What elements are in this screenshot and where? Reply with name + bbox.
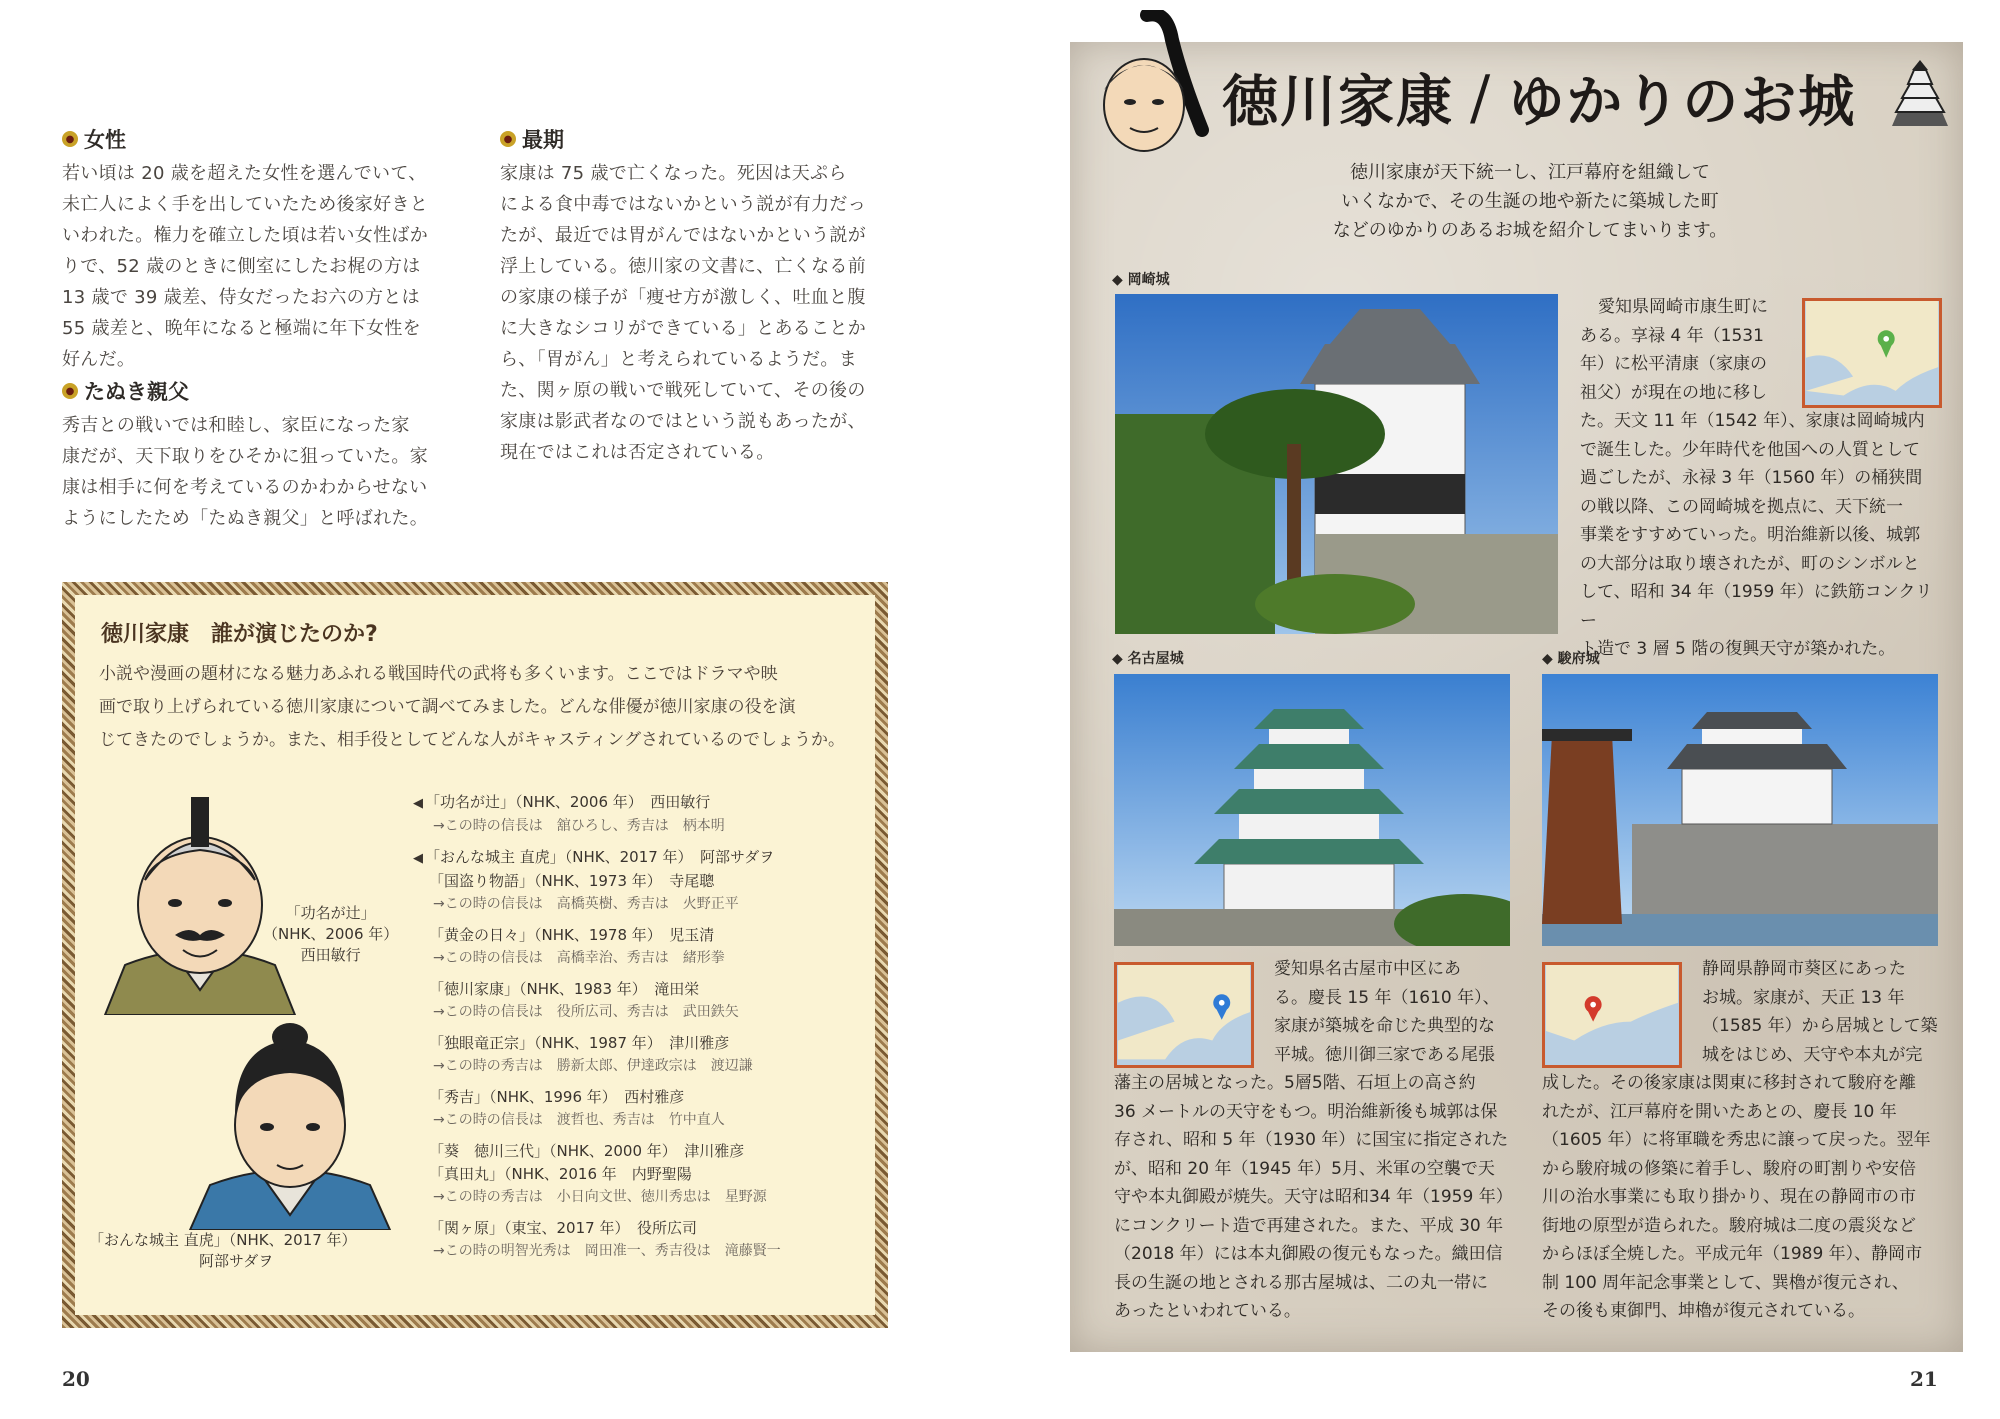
title-sub: ゆかりのお城 bbox=[1508, 70, 1857, 135]
caption-line: 「功名が辻」 bbox=[285, 904, 376, 922]
text-line: 成した。その後家康は関東に移封されて駿府を離 bbox=[1542, 1073, 1916, 1093]
castle-icon bbox=[1882, 56, 1958, 132]
heading-text: 最期 bbox=[522, 128, 564, 152]
text-line: 家康は影武者なのではという説もあったが、 bbox=[500, 411, 866, 432]
cast-sub: →この時の信長は 舘ひろし、秀吉は 柄本明 bbox=[433, 818, 725, 834]
text-line: た。天文 11 年（1542 年）、家康は岡崎城内 bbox=[1580, 411, 1925, 431]
text-line: あったといわれている。 bbox=[1114, 1301, 1301, 1321]
nagoya-castle-photo bbox=[1114, 674, 1510, 946]
intro-line: 画で取り上げられている徳川家康について調べてみました。どんな俳優が徳川家康の役を演 bbox=[99, 697, 796, 717]
text-line: 長の生誕の地とされる那古屋城は、二の丸一帯に bbox=[1114, 1272, 1488, 1293]
caption-nishida bbox=[263, 903, 398, 966]
text-line: ある。享禄 4 年（1531 bbox=[1580, 325, 1764, 346]
cast-item bbox=[413, 791, 853, 838]
cast-sub: →この時の信長は 役所広司、秀吉は 武田鉄矢 bbox=[433, 1004, 739, 1020]
column-inner bbox=[75, 595, 875, 1315]
sunpu-castle-photo bbox=[1542, 674, 1938, 946]
page-number: 20 bbox=[62, 1367, 90, 1391]
text-line: にコンクリート造で再建された。また、平成 30 年 bbox=[1114, 1215, 1504, 1236]
section-heading bbox=[500, 124, 900, 154]
cast-item bbox=[413, 924, 853, 970]
text-line: 過ごしたが、永禄 3 年（1560 年）の桶狭間 bbox=[1580, 468, 1923, 488]
text-line: 街地の原型が造られた。駿府城は二度の震災など bbox=[1542, 1215, 1916, 1236]
cast-main: 「おんな城主 直虎」（NHK、2017 年） 阿部サダヲ bbox=[425, 848, 775, 866]
cast-main: 「秀吉」（NHK、1996 年） 西村雅彦 bbox=[429, 1088, 685, 1106]
okazaki-castle-photo bbox=[1115, 294, 1558, 634]
bullet-icon: ● bbox=[62, 131, 78, 147]
caption-line: 阿部サダヲ bbox=[199, 1252, 274, 1270]
text-line: で誕生した。少年時代を他国への人質として bbox=[1580, 439, 1920, 460]
text-line: 藩主の居城となった。5層5階、石垣上の高さ約 bbox=[1114, 1073, 1476, 1093]
text-line: 守や本丸御殿が焼失。天守は昭和34 年（1959 年） bbox=[1114, 1187, 1513, 1207]
section-death bbox=[500, 124, 900, 468]
cast-item bbox=[413, 978, 853, 1024]
nagoya-label: ◆ 名古屋城 bbox=[1112, 651, 1184, 667]
text-line: 静岡県静岡市葵区にあった bbox=[1702, 959, 1906, 979]
cast-main: 「独眼竜正宗」（NHK、1987 年） 津川雅彦 bbox=[429, 1034, 730, 1052]
ieyasu-portrait-icon bbox=[1092, 10, 1212, 160]
intro-line: 小説や漫画の題材になる魅力あふれる戦国時代の武将も多くいます。ここではドラマや映 bbox=[99, 664, 778, 684]
bullet-icon: ● bbox=[62, 383, 78, 399]
portrait-abe-icon bbox=[185, 1015, 395, 1230]
text-line: 若い頃は 20 歳を超えた女性を選んでいて、 bbox=[62, 163, 427, 184]
heading-text: 女性 bbox=[84, 128, 126, 152]
text-line: たが、最近では胃がんではないかという説が bbox=[500, 225, 866, 246]
column-title: 徳川家康 誰が演じたのか? bbox=[101, 622, 378, 647]
text-line: 祖父）が現在の地に移し bbox=[1580, 382, 1767, 403]
text-line: 秀吉との戦いでは和睦し、家臣になった家 bbox=[62, 415, 410, 436]
cast-item bbox=[413, 1086, 853, 1132]
cast-main: 「真田丸」（NHK、2016 年 内野聖陽 bbox=[429, 1165, 692, 1183]
cast-item bbox=[413, 1217, 853, 1263]
text-line: お城。家康が、天正 13 年 bbox=[1702, 987, 1905, 1008]
right-title bbox=[1222, 58, 1856, 138]
cast-item bbox=[413, 846, 853, 870]
title-main: 徳川家康 bbox=[1222, 69, 1454, 135]
caption-line: 「おんな城主 直虎」（NHK、2017 年） bbox=[89, 1231, 357, 1249]
section-body bbox=[500, 158, 900, 468]
text-line: 好んだ。 bbox=[62, 349, 136, 370]
cast-main: 「葵 徳川三代」（NHK、2000 年） 津川雅彦 bbox=[429, 1142, 745, 1160]
heading-text: たぬき親父 bbox=[84, 380, 189, 404]
text-line: 制 100 周年記念事業として、巽櫓が復元され、 bbox=[1542, 1272, 1909, 1293]
text-line: ようにしたため「たぬき親父」と呼ばれた。 bbox=[62, 508, 428, 529]
cast-item bbox=[413, 1140, 853, 1163]
text-line: が、昭和 20 年（1945 年）5月、米軍の空襲で天 bbox=[1114, 1158, 1495, 1179]
text-line: 現在ではこれは否定されている。 bbox=[500, 442, 775, 463]
okazaki-text-top bbox=[1580, 293, 1940, 664]
text-line: いわれた。権力を確立した頃は若い女性ばか bbox=[62, 225, 428, 246]
text-line: の家康の様子が「痩せ方が激しく、吐血と腹 bbox=[500, 287, 866, 308]
sunpu-text bbox=[1542, 955, 1942, 1326]
cast-main: 「関ヶ原」（東宝、2017 年） 役所広司 bbox=[429, 1219, 697, 1237]
title-slash: / bbox=[1470, 63, 1493, 133]
okazaki-label: ◆ 岡崎城 bbox=[1112, 272, 1170, 288]
text-line: りで、52 歳のときに側室にしたお梶の方は bbox=[62, 256, 421, 277]
text-line: 存され、昭和 5 年（1930 年）に国宝に指定された bbox=[1114, 1130, 1509, 1150]
text-line: （2018 年）には本丸御殿の復元もなった。織田信 bbox=[1114, 1244, 1503, 1264]
text-line: からほぼ全焼した。平成元年（1989 年）、静岡市 bbox=[1542, 1244, 1923, 1264]
text-line: る。慶長 15 年（1610 年）、 bbox=[1274, 987, 1500, 1008]
text-line: た、関ヶ原の戦いで戦死していて、その後の bbox=[500, 380, 866, 401]
text-line: に大きなシコリができている」とあることか bbox=[500, 318, 866, 339]
text-line: して、昭和 34 年（1959 年）に鉄筋コンクリー bbox=[1580, 582, 1933, 631]
caption-line: 西田敏行 bbox=[300, 946, 361, 964]
right-intro bbox=[1290, 158, 1770, 245]
cast-list bbox=[413, 791, 853, 1271]
section-heading bbox=[62, 124, 462, 154]
section-body bbox=[62, 410, 462, 534]
text-line: 事業をすすめていった。明治維新以後、城郭 bbox=[1580, 525, 1921, 545]
text-line: 年）に松平清康（家康の bbox=[1580, 354, 1767, 374]
section-tanuki bbox=[62, 376, 462, 534]
caption-abe bbox=[89, 1230, 357, 1272]
column-intro bbox=[99, 658, 851, 757]
cast-sub: →この時の秀吉は 勝新太郎、伊達政宗は 渡辺謙 bbox=[433, 1058, 753, 1074]
text-line: による食中毒ではないかという説が有力だっ bbox=[500, 194, 866, 215]
cast-item bbox=[413, 1032, 853, 1078]
text-line: 愛知県名古屋市中区にあ bbox=[1274, 959, 1461, 979]
triangle-icon: ◀ bbox=[413, 796, 423, 811]
text-line: 城をはじめ、天守や本丸が完 bbox=[1702, 1044, 1923, 1065]
caption-line: （NHK、2006 年） bbox=[263, 925, 399, 943]
cast-sub: →この時の明智光秀は 岡田准一、秀吉役は 滝藤賢一 bbox=[433, 1243, 781, 1259]
text-line: その後も東御門、坤櫓が復元されている。 bbox=[1542, 1301, 1865, 1321]
cast-main: 「功名が辻」（NHK、2006 年） 西田敏行 bbox=[425, 793, 711, 811]
column-box bbox=[62, 582, 888, 1328]
section-body bbox=[62, 158, 462, 375]
text-line: 愛知県岡崎市康生町に bbox=[1598, 297, 1768, 317]
text-line: 浮上している。徳川家の文書に、亡くなる前 bbox=[500, 256, 866, 277]
text-line: 13 歳で 39 歳差、侍女だったお六の方とは bbox=[62, 287, 420, 308]
intro-line: いくなかで、その生誕の地や新たに築城した町 bbox=[1341, 191, 1719, 212]
text-line: の大部分は取り壊されたが、町のシンボルと bbox=[1580, 553, 1920, 574]
cast-sub: →この時の信長は 高橋幸治、秀吉は 緒形拳 bbox=[433, 950, 725, 966]
section-heading bbox=[62, 376, 462, 406]
portrait-nishida-icon bbox=[95, 785, 305, 1015]
cast-sub: →この時の信長は 高橋英樹、秀吉は 火野正平 bbox=[433, 896, 739, 912]
text-line: 55 歳差と、晩年になると極端に年下女性を bbox=[62, 318, 421, 339]
cast-main: 「徳川家康」（NHK、1983 年） 滝田栄 bbox=[429, 980, 700, 998]
text-line: 平城。徳川御三家である尾張 bbox=[1274, 1044, 1495, 1065]
text-line: れたが、江戸幕府を開いたあとの、慶長 10 年 bbox=[1542, 1101, 1897, 1122]
cast-item bbox=[413, 870, 853, 916]
bullet-icon: ● bbox=[500, 131, 516, 147]
cast-item bbox=[413, 1163, 853, 1209]
text-line: 川の治水事業にも取り掛かり、現在の静岡市の市 bbox=[1542, 1187, 1916, 1207]
page-number: 21 bbox=[1910, 1367, 1938, 1391]
nagoya-text bbox=[1114, 955, 1514, 1326]
section-women bbox=[62, 124, 462, 375]
text-line: ト造で 3 層 5 階の復興天守が築かれた。 bbox=[1580, 639, 1896, 659]
text-line: 未亡人によく手を出していたため後家好きと bbox=[62, 194, 428, 215]
intro-line: じてきたのでしょうか。また、相手役としてどんな人がキャスティングされているのでしょうか。 bbox=[99, 730, 845, 750]
text-line: （1605 年）に将軍職を秀忠に譲って戻った。翌年 bbox=[1542, 1130, 1931, 1150]
text-line: 家康は 75 歳で亡くなった。死因は天ぷら bbox=[500, 163, 847, 184]
triangle-icon: ◀ bbox=[413, 851, 423, 866]
cast-main: 「国盗り物語」（NHK、1973 年） 寺尾聰 bbox=[429, 872, 715, 890]
cast-sub: →この時の秀吉は 小日向文世、徳川秀忠は 星野源 bbox=[433, 1189, 767, 1205]
text-line: から駿府城の修築に着手し、駿府の町割りや安倍 bbox=[1542, 1158, 1916, 1179]
cast-sub: →この時の信長は 渡哲也、秀吉は 竹中直人 bbox=[433, 1112, 725, 1128]
intro-line: 徳川家康が天下統一し、江戸幕府を組織して bbox=[1350, 162, 1710, 183]
cast-main: 「黄金の日々」（NHK、1978 年） 児玉清 bbox=[429, 926, 715, 944]
text-line: （1585 年）から居城として築 bbox=[1702, 1016, 1938, 1036]
text-line: の戦以降、この岡崎城を拠点に、天下統一 bbox=[1580, 496, 1903, 517]
text-line: 家康が築城を命じた典型的な bbox=[1274, 1016, 1495, 1036]
text-line: 康だが、天下取りをひそかに狙っていた。家 bbox=[62, 446, 428, 467]
sunpu-label: ◆ 駿府城 bbox=[1542, 651, 1600, 667]
text-line: 36 メートルの天守をもつ。明治維新後も城郭は保 bbox=[1114, 1101, 1498, 1122]
text-line: ら、「胃がん」と考えられているようだ。ま bbox=[500, 349, 857, 370]
intro-line: などのゆかりのあるお城を紹介してまいります。 bbox=[1332, 220, 1728, 241]
text-line: 康は相手に何を考えているのかわからせない bbox=[62, 477, 428, 498]
